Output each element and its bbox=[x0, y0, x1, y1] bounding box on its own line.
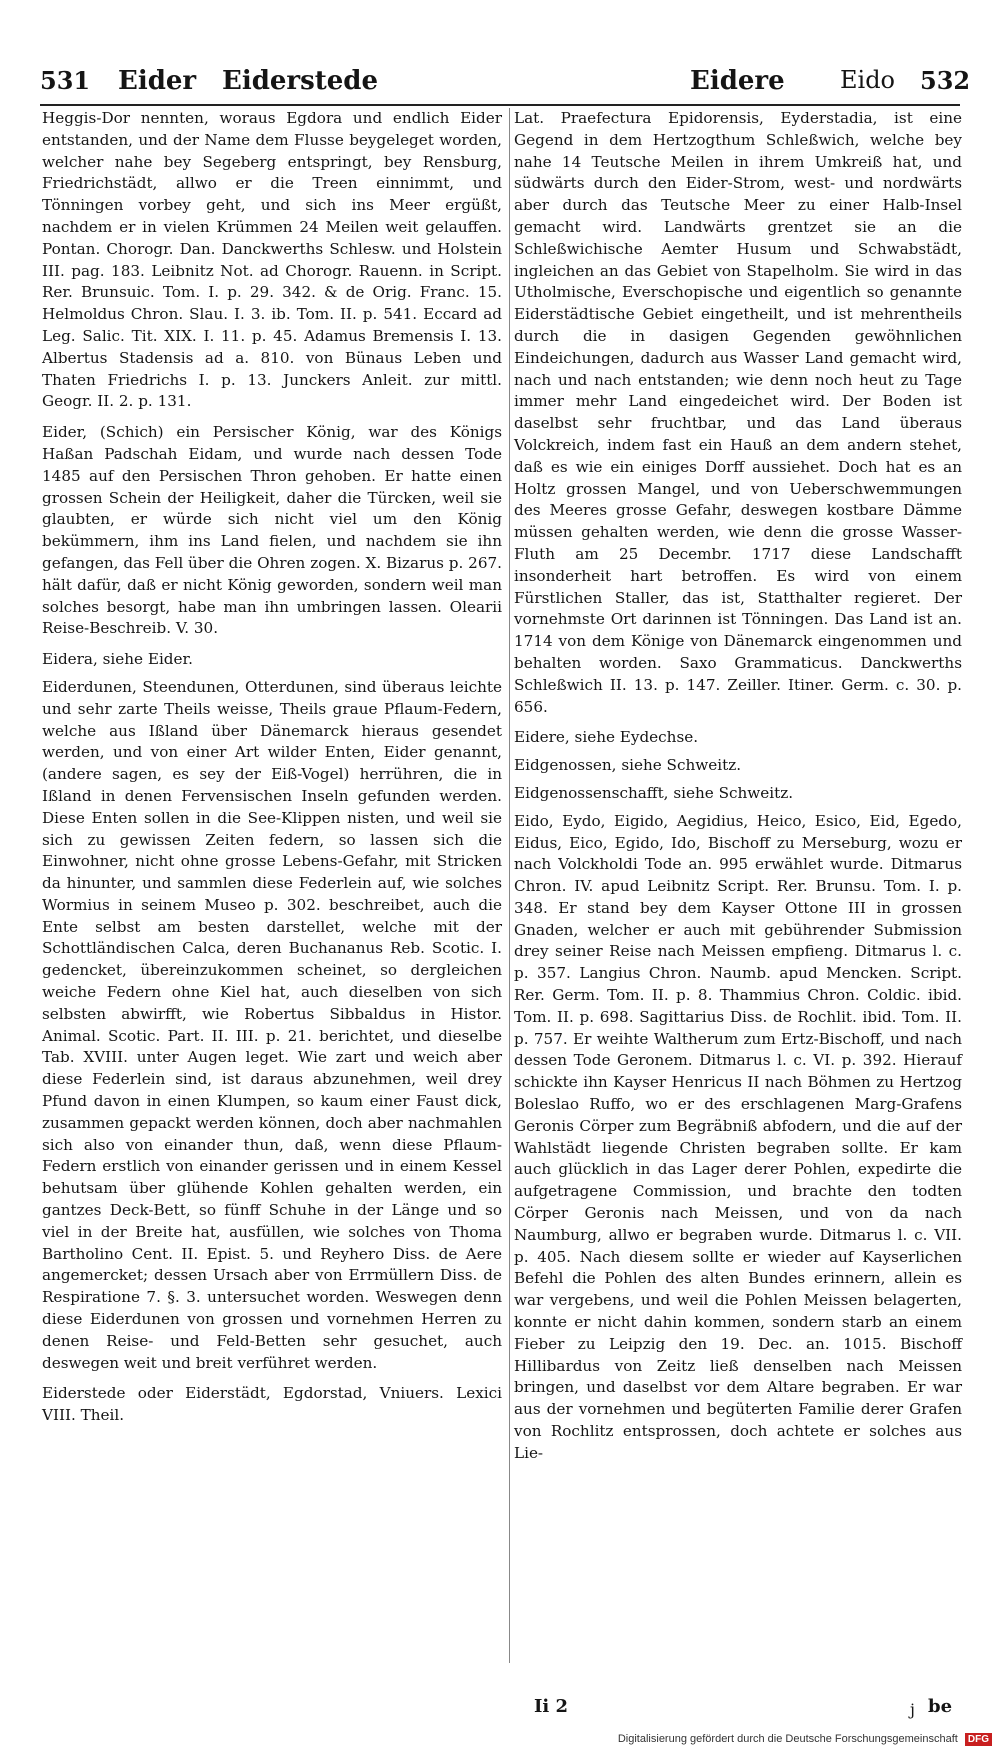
column-divider bbox=[509, 108, 510, 1663]
credit-text: Digitalisierung gefördert durch die Deutsche Forschungsgemeinschaft bbox=[617, 1733, 958, 1745]
entry-eiderstede-cont: Lat. Praefectura Epidorensis, Eyderstadia, ist eine Gegend in dem Hertzogthum Schleßwich, welche bey nahe 14 Teutsche Meilen in ihrem Umkreiß hat, und südwärts durch den Eider-Strom, west- und nordwärts aber durch das Teutsche Meer zu einer Halb-Insel gemacht wird. Landwärts grentzet sie an die Schleßwichische Aemter Husum und Schwabstädt, ingleichen an das Gebiet von Stapelholm. Sie wird in das Utholmische, Everschopische und eigentlich so genannte Eiderstädtische Gebiet eingetheilt, und ist mehrentheils durch die in dasigen Gegenden gewöhnlichen Eindeichungen, dadurch aus Wasser Land gemacht wird, nach und nach entstanden; wie denn noch heut zu Tage immer mehr Land eingedeichet wird. Der Boden ist daselbst sehr fruchtbar, und das Land überaus Volckreich, indem fast ein Hauß an dem andern stehet, daß es wie ein einiges Dorff aussiehet. Doch hat es an Holtz grossen Mangel, und von Ueberschwemmungen des Meeres grosse Gefahr, deswegen kostbare Dämme müssen gehalten werden, wie denn die grosse Wasser-Fluth am 25 Decembr. 1717 diese Landschafft insonderheit hart betroffen. Es wird von einem Fürstlichen Staller, das ist, Statthalter regieret. Der vornehmste Ort darinnen ist Tönningen. Das Land ist an. 1714 von dem Könige von Dänemarck eingenommen und behalten worden. Saxo Grammaticus. Danckwerths Schleßwich II. 13. p. 147. Zeiller. Itiner. Germ. c. 30. p. 656. bbox=[514, 109, 962, 716]
right-column bbox=[514, 108, 962, 1474]
left-column bbox=[42, 108, 502, 1431]
signature-mark: Ii 2 bbox=[534, 1696, 569, 1717]
dfg-logo: DFG bbox=[965, 1733, 992, 1746]
entry-eidgenossenschafft: Eidgenossenschafft, siehe Schweitz. bbox=[514, 783, 794, 802]
header-rule bbox=[40, 104, 960, 106]
running-head-right-2: Eido bbox=[840, 66, 896, 94]
digitization-credit bbox=[600, 1733, 992, 1746]
running-head-right-1: Eidere bbox=[690, 66, 785, 96]
entry-eidera: Eidera, siehe Eider. bbox=[42, 650, 193, 669]
page-number-left: 531 bbox=[40, 66, 91, 95]
page-header bbox=[40, 66, 980, 102]
entry-eiderstede-head: Eiderstede oder Eiderstädt, Egdorstad, Vniuers. Lexici VIII. Theil. bbox=[42, 1384, 502, 1425]
entry-eidgenossen: Eidgenossen, siehe Schweitz. bbox=[514, 756, 742, 775]
entry-eider-schich: Eider, (Schich) ein Persischer König, war des Königs Haßan Padschah Eidam, und wurde nach dessen Tode 1485 auf den Persischen Thron gehoben. Er hatte einen grossen Schein der Heiligkeit, daher die Türcken, weil sie glaubten, er würde sich nicht viel um den König bekümmern, ihm ins Land fielen, und nachdem sie ihn gefangen, das Fell über die Ohren zogen. X. Bizarus p. 267. hält dafür, daß er nicht König geworden, sondern weil man solches besorgt, habe man ihn umbringen lassen. Olearii Reise-Beschreib. V. 30. bbox=[42, 423, 502, 638]
page-number-right: 532 bbox=[920, 66, 971, 95]
running-head-left-1: Eider bbox=[118, 66, 197, 96]
entry-eiderdunen: Eiderdunen, Steendunen, Otterdunen, sind überaus leichte und sehr zarte Theils weisse, Theils graue Pflaum-Federn, welche aus Ißland über Dänemarck hieraus gesendet werden, und von einer Art wilder Enten, Eider genannt, (andere sagen, es sey der Eiß-Vogel) herrühren, die in Ißland in denen Fervensischen Inseln gefunden werden. Diese Enten sollen in die See-Klippen nisten, und weil sie sich zu gewissen Zeiten federn, so lassen sich die Einwohner, nicht ohne grosse Lebens-Gefahr, mit Stricken da hinunter, und sammlen diese Federlein auf, wie solches Wormius in seinem Museo p. 302. beschreibet, auch die Ente selbst am besten darstellet, welche mit der Schottländischen Calca, deren Buchananus Reb. Scotic. I. gedencket, übereinzukommen scheinet, so dergleichen weiche Federn ohne Kiel hat, auch dieselben von sich selbsten abwirfft, wie Robertus Sibbaldus in Histor. Animal. Scotic. Part. II. III. p. 21. berichtet, und dieselbe Tab. XVIII. unter Augen leget. Wie zart und weich aber diese Federlein sind, ist daraus abzunehmen, weil drey Pfund davon in einen Klumpen, so kaum einer Faust dick, zusammen gepackt werden können, doch aber nachmahlen sich also von einander thun, daß, wenn diese Pflaum-Federn erstlich von einander gerissen und in einem Kessel behutsam über glühende Kohlen gehalten werden, ein gantzes Deck-Bett, so fünff Schuhe in der Länge und so viel in der Breite hat, ausfüllen, wie solches von Thoma Bartholino Cent. II. Epist. 5. und Reyhero Diss. de Aere angemercket; dessen Ursach aber von Errmüllern Diss. de Respiratione 7. §. 3. untersuchet worden. Weswegen denn diese Eiderdunen von grossen und vornehmen Herren zu denen Reise- und Feld-Betten sehr gesuchet, auch deswegen weit und breit verführet werden. bbox=[42, 677, 502, 1372]
footer-mark: j bbox=[910, 1700, 915, 1719]
entry-eider-river-cont: Heggis-Dor nennten, woraus Egdora und endlich Eider entstanden, und der Name dem Flusse beygeleget worden, welcher nahe bey Segeberg entspringt, bey Rensburg, Friedrichstädt, allwo er die Treen einnimmt, und Tönningen vorbey geht, und sich ins Meer ergüßt, nachdem er in vielen Krümmen 24 Meilen weit gelauffen. Pontan. Chorogr. Dan. Danckwerths Schlesw. und Holstein III. pag. 183. Leibnitz Not. ad Chorogr. Rauenn. in Script. Rer. Brunsuic. Tom. I. p. 29. 342. & de Orig. Franc. 15. Helmoldus Chron. Slau. I. 3. ib. Tom. II. p. 541. Eccard ad Leg. Salic. Tit. XIX. I. 11. p. 45. Adamus Bremensis I. 13. Albertus Stadensis ad a. 810. von Bünaus Leben und Thaten Friedrichs I. p. 13. Junckers Anleit. zur mittl. Geogr. II. 2. p. 131. bbox=[42, 109, 502, 411]
entry-eidere: Eidere, siehe Eydechse. bbox=[514, 728, 699, 747]
running-head-left-2: Eiderstede bbox=[222, 66, 379, 96]
catchword: be bbox=[928, 1696, 953, 1717]
entry-eido: Eido, Eydo, Eigido, Aegidius, Heico, Esico, Eid, Egedo, Eidus, Eico, Egido, Ido, Bischoff zu Merseburg, wozu er nach Volckholdi Tode an. 995 erwählet wurde. Ditmarus Chron. IV. apud Leibnitz Script. Rer. Brunsu. Tom. I. p. 348. Er stand bey dem Kayser Ottone III in grossen Gnaden, welcher er auch mit gebührender Submission drey seiner Reise nach Meissen empfieng. Ditmarus l. c. p. 357. Langius Chron. Naumb. apud Mencken. Script. Rer. Germ. Tom. II. p. 8. Thammius Chron. Coldic. ibid. Tom. II. p. 698. Sagittarius Diss. de Rochlit. ibid. Tom. II. p. 757. Er weihte Waltherum zum Ertz-Bischoff, und nach dessen Tode Geronem. Ditmarus l. c. VI. p. 392. Hierauf schickte ihn Kayser Henricus II nach Böhmen zu Hertzog Boleslao Ruffo, wo er des erschlagenen Marg-Grafens Geronis Cörper zum Begräbniß abfodern, und die auf der Wahlstädt liegende Christen begraben sollte. Er kam auch glücklich in das Lager derer Pohlen, expedirte die aufgetragene Commission, und brachte den todten Cörper Geronis nach Meissen, und von da nach Naumburg, allwo er begraben wurde. Ditmarus l. c. VII. p. 405. Nach diesem sollte er wieder auf Kayserlichen Befehl die Pohlen des alten Bundes erinnern, allein es war vergebens, und weil die Pohlen Meissen belagerten, konnte er nicht dahin kommen, sondern starb an einem Fieber zu Leipzig den 19. Dec. an. 1015. Bischoff Hillibardus von Zeitz ließ denselben nach Meissen bringen, und daselbst vor dem Altare begraben. Er war aus der vornehmen und begüterten Familie derer Grafen von Rochlitz entsprossen, doch achtete er solches aus Lie- bbox=[514, 811, 962, 1462]
